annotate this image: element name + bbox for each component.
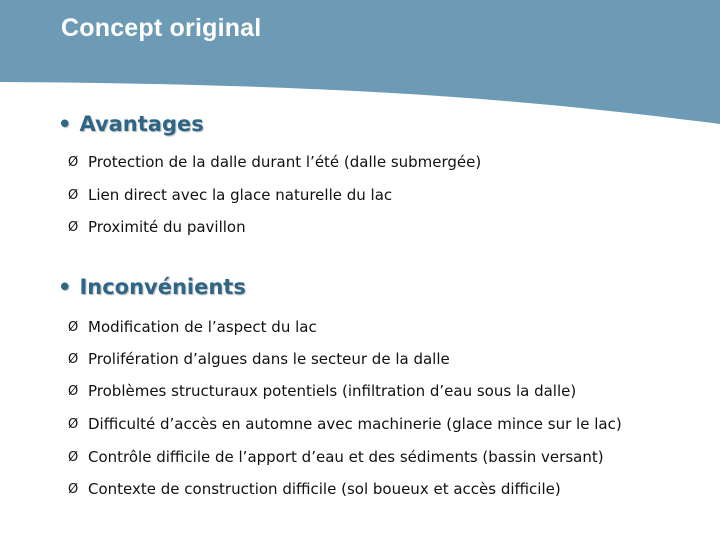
- list-item: [68, 413, 622, 435]
- arrow-bullet-icon: Ø: [68, 416, 79, 432]
- bullet-icon: •: [58, 275, 72, 299]
- list-item: [68, 348, 450, 370]
- list-item-text: Contrôle difficile de l’apport d’eau et des sédiments (bassin versant): [88, 448, 604, 466]
- list-item-text: Protection de la dalle durant l’été (dalle submergée): [88, 153, 482, 171]
- arrow-bullet-icon: Ø: [68, 319, 79, 335]
- section-heading-label: Avantages: [79, 112, 204, 136]
- section-heading-inconvenients: [58, 275, 246, 299]
- arrow-bullet-icon: Ø: [68, 187, 79, 203]
- list-item-text: Lien direct avec la glace naturelle du lac: [88, 186, 393, 204]
- list-item-text: Prolifération d’algues dans le secteur de la dalle: [88, 350, 450, 368]
- bullet-icon: •: [58, 112, 72, 136]
- list-item-text: Difficulté d’accès en automne avec machinerie (glace mince sur le lac): [88, 415, 622, 433]
- list-item: [68, 216, 246, 238]
- list-item: [68, 184, 392, 206]
- list-item-text: Proximité du pavillon: [88, 218, 246, 236]
- list-item: [68, 151, 481, 173]
- list-item: [68, 380, 576, 402]
- arrow-bullet-icon: Ø: [68, 351, 79, 367]
- list-item: [68, 316, 317, 338]
- list-item-text: Problèmes structuraux potentiels (infiltration d’eau sous la dalle): [88, 382, 577, 400]
- list-item: [68, 446, 604, 468]
- arrow-bullet-icon: Ø: [68, 219, 79, 235]
- section-heading-avantages: [58, 112, 204, 136]
- arrow-bullet-icon: Ø: [68, 383, 79, 399]
- list-item-text: Modification de l’aspect du lac: [88, 318, 317, 336]
- section-heading-label: Inconvénients: [79, 275, 246, 299]
- arrow-bullet-icon: Ø: [68, 154, 79, 170]
- list-item-text: Contexte de construction difficile (sol boueux et accès difficile): [88, 480, 561, 498]
- arrow-bullet-icon: Ø: [68, 449, 79, 465]
- arrow-bullet-icon: Ø: [68, 481, 79, 497]
- list-item: [68, 478, 561, 500]
- slide-title: Concept original: [61, 14, 262, 42]
